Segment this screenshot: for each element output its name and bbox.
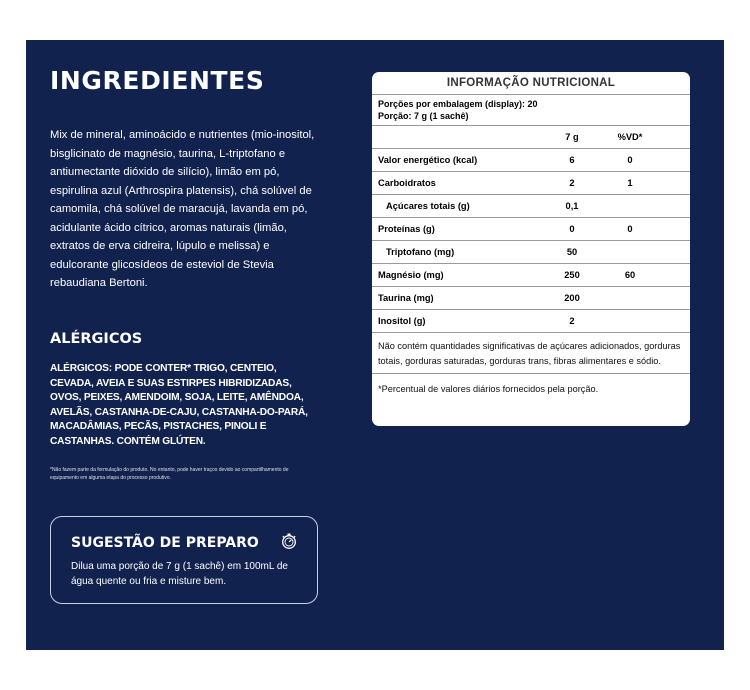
ingredients-title: INGREDIENTES (50, 66, 265, 95)
nutrient-amount: 6 (569, 155, 575, 165)
product-info-panel (26, 40, 724, 650)
ingredients-text: Mix de mineral, aminoácido e nutrientes (mio-inositol, bisglicinato de magnésio, taurina, L-triptofano e antiumectante dióxido de silício), limão em pó, espirulina azul (Arthrospira platensis), chá solúvel de camomila, chá solúvel de maracujá, lavanda em pó, acidulante ácido cítrico, aromas naturais (limão, extratos de erva cidreira, lúpulo e melissa) e edulcorante glicosídeos de esteviol de Stevia rebaudiana Bertoni. (50, 129, 315, 289)
servings-per-package: Porções por embalagem (display): 20 (378, 99, 538, 109)
column-header-daily-value: %VD* (617, 132, 643, 142)
nutrition-note: Não contém quantidades significativas de açúcares adicionados, gorduras totais, gorduras saturadas, gorduras trans, fibras alimentares e sódio. (372, 333, 690, 374)
serving-size: Porção: 7 g (1 sachê) (378, 111, 469, 121)
nutrient-daily-value: 0 (627, 155, 633, 165)
nutrition-row (372, 218, 690, 241)
nutrition-row (372, 287, 690, 310)
nutrient-amount: 2 (569, 316, 575, 326)
nutrient-label: Proteínas (g) (378, 224, 435, 234)
nutrition-facts-table (372, 72, 690, 426)
nutrient-label: Triptofano (mg) (386, 247, 455, 257)
serving-info (372, 95, 690, 126)
nutrient-label: Valor energético (kcal) (378, 155, 478, 165)
nutrient-label: Magnésio (mg) (378, 270, 444, 280)
nutrition-row (372, 195, 690, 218)
allergens-text: ALÉRGICOS: PODE CONTER* TRIGO, CENTEIO, CEVADA, AVEIA E SUAS ESTIRPES HIBRIDIZADAS, OVOS, PEIXES, AMENDOIM, SOJA, LEITE, AMÊNDOA, AVELÃS, CASTANHA-DE-CAJU, CASTANHA-DO-PARÁ, MACADÂMIAS, PECÃS, PISTACHES, PINOLI E CASTANHAS. CONTÉM GLÚTEN. (50, 363, 308, 447)
nutrition-row (372, 264, 690, 287)
nutrition-row (372, 310, 690, 333)
daily-value-note: *Percentual de valores diários fornecidos pela porção. (378, 384, 599, 394)
nutrient-amount: 50 (566, 247, 578, 257)
nutrient-daily-value: 1 (627, 178, 633, 188)
nutrition-row (372, 149, 690, 172)
nutrition-header-row (372, 126, 690, 149)
nutrient-label: Açúcares totais (g) (386, 201, 470, 211)
nutrition-title: INFORMAÇÃO NUTRICIONAL (372, 72, 690, 95)
nutrition-row (372, 172, 690, 195)
nutrient-daily-value: 0 (627, 224, 633, 234)
nutrient-amount: 250 (564, 270, 580, 280)
allergens-footnote: *Não fazem parte da formulação do produto. No entanto, pode haver traços devido ao compartilhamento de equipamento em alguma etapa do processo produtivo. (50, 467, 289, 481)
nutrient-amount: 2 (569, 178, 575, 188)
preparation-text: Dilua uma porção de 7 g (1 sachê) em 100mL de água quente ou fria e misture bem. (71, 561, 288, 587)
column-header-amount: 7 g (565, 132, 579, 142)
nutrient-label: Taurina (mg) (378, 293, 434, 303)
allergens-title: ALÉRGICOS (50, 331, 143, 347)
nutrient-amount: 0,1 (565, 201, 579, 211)
nutrient-daily-value: 60 (624, 270, 636, 280)
nutrition-row (372, 241, 690, 264)
preparation-box (50, 516, 318, 604)
stopwatch-icon (280, 532, 298, 550)
nutrient-label: Carboidratos (378, 178, 436, 188)
nutrient-label: Inositol (g) (378, 316, 426, 326)
preparation-title: SUGESTÃO DE PREPARO (71, 535, 259, 551)
nutrient-amount: 200 (564, 293, 580, 303)
nutrient-amount: 0 (569, 224, 575, 234)
